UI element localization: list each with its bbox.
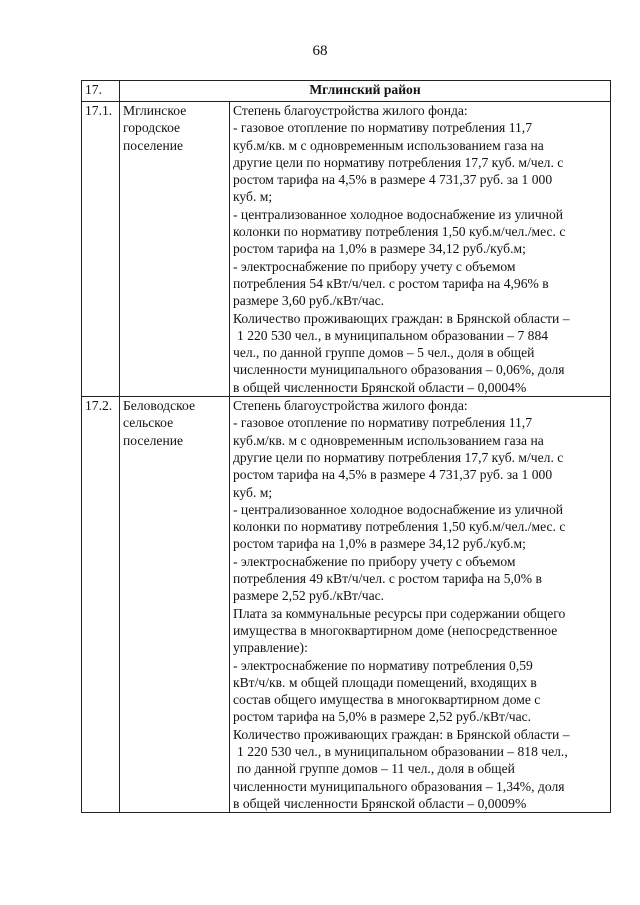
description-line: потребления 54 кВт/ч/чел. с ростом тарифа на 4,96% в bbox=[233, 275, 549, 291]
description-line: численности муниципального образования – 1,34%, доля bbox=[233, 778, 565, 794]
description-line: ростом тарифа на 4,5% в размере 4 731,37 руб. за 1 000 bbox=[233, 467, 553, 483]
description-line: ростом тарифа на 4,5% в размере 4 731,37 руб. за 1 000 bbox=[233, 172, 553, 188]
description-line: ростом тарифа на 1,0% в размере 34,12 руб./куб.м; bbox=[233, 536, 526, 552]
table-row bbox=[82, 102, 611, 397]
settlement-name-line: городское bbox=[123, 120, 181, 136]
description-line: численности муниципального образования – 0,06%, доля bbox=[233, 362, 565, 378]
description-line: - централизованное холодное водоснабжение из уличной bbox=[233, 206, 564, 222]
description-line: по данной группе домов – 11 чел., доля в общей bbox=[237, 761, 515, 777]
district-header-row bbox=[82, 81, 611, 102]
description-line: - электроснабжение по прибору учету с объемом bbox=[233, 553, 516, 569]
description-line: куб.м/кв. м с одновременным использованием газа на bbox=[233, 137, 544, 153]
description-cell bbox=[230, 102, 611, 397]
description-line: в общей численности Брянской области – 0,0009% bbox=[233, 795, 527, 811]
description-line: Плата за коммунальные ресурсы при содержании общего bbox=[233, 605, 566, 621]
description-line: - электроснабжение по прибору учету с объемом bbox=[233, 258, 516, 274]
description-line: куб. м; bbox=[233, 484, 273, 500]
description-line: колонки по нормативу потребления 1,50 куб.м/чел./мес. с bbox=[233, 519, 566, 535]
description-line: управление): bbox=[233, 640, 308, 656]
description-line: состав общего имущества в многоквартирном доме с bbox=[233, 692, 541, 708]
row-number: 17.1. bbox=[82, 102, 120, 397]
district-number: 17. bbox=[82, 81, 120, 102]
description-line: куб. м; bbox=[233, 189, 273, 205]
description-line: 1 220 530 чел., в муниципальном образовании – 7 884 bbox=[237, 327, 549, 343]
description-line: размере 3,60 руб./кВт/час. bbox=[233, 293, 385, 309]
description-line: в общей численности Брянской области – 0,0004% bbox=[233, 379, 527, 395]
description-line: - централизованное холодное водоснабжение из уличной bbox=[233, 501, 564, 517]
description-line: другие цели по нормативу потребления 17,7 куб. м/чел. с bbox=[233, 154, 564, 170]
settlement-name-line: поселение bbox=[123, 432, 184, 448]
table-row bbox=[82, 397, 611, 813]
description-line: ростом тарифа на 5,0% в размере 2,52 руб./кВт/час. bbox=[233, 709, 532, 725]
description-line: потребления 49 кВт/ч/чел. с ростом тарифа на 5,0% в bbox=[233, 571, 542, 587]
settlement-name-line: сельское bbox=[123, 415, 174, 431]
description-line: чел., по данной группе домов – 5 чел., доля в общей bbox=[233, 345, 535, 361]
description-line: другие цели по нормативу потребления 17,7 куб. м/чел. с bbox=[233, 449, 564, 465]
settlement-name bbox=[120, 102, 230, 397]
description-line: - газовое отопление по нормативу потребления 11,7 bbox=[233, 120, 532, 136]
page-number: 68 bbox=[312, 43, 328, 59]
description-line: 1 220 530 чел., в муниципальном образовании – 818 чел., bbox=[237, 743, 568, 759]
description-line: Количество проживающих граждан: в Брянской области – bbox=[233, 310, 570, 326]
description-line: Степень благоустройства жилого фонда: bbox=[233, 103, 468, 118]
description-line: имущества в многоквартирном доме (непосредственное bbox=[233, 622, 558, 638]
settlement-name-line: поселение bbox=[123, 137, 184, 153]
settlement-name-line: Беловодское bbox=[123, 398, 196, 414]
description-cell bbox=[230, 397, 611, 813]
description-line: - электроснабжение по нормативу потребления 0,59 bbox=[233, 657, 533, 673]
description-line: Степень благоустройства жилого фонда: bbox=[233, 398, 468, 414]
row-number: 17.2. bbox=[82, 397, 120, 813]
description-line: куб.м/кв. м с одновременным использованием газа на bbox=[233, 432, 544, 448]
settlement-name-line: Мглинское bbox=[123, 103, 187, 118]
municipal-table bbox=[81, 80, 611, 813]
settlement-name bbox=[120, 397, 230, 813]
description-line: Количество проживающих граждан: в Брянской области – bbox=[233, 726, 570, 742]
description-line: колонки по нормативу потребления 1,50 куб.м/чел./мес. с bbox=[233, 224, 566, 240]
description-line: ростом тарифа на 1,0% в размере 34,12 руб./куб.м; bbox=[233, 241, 526, 257]
description-line: - газовое отопление по нормативу потребления 11,7 bbox=[233, 415, 532, 431]
district-title: Мглинский район bbox=[120, 81, 611, 102]
description-line: размере 2,52 руб./кВт/час. bbox=[233, 588, 385, 604]
description-line: кВт/ч/кв. м общей площади помещений, входящих в bbox=[233, 674, 537, 690]
